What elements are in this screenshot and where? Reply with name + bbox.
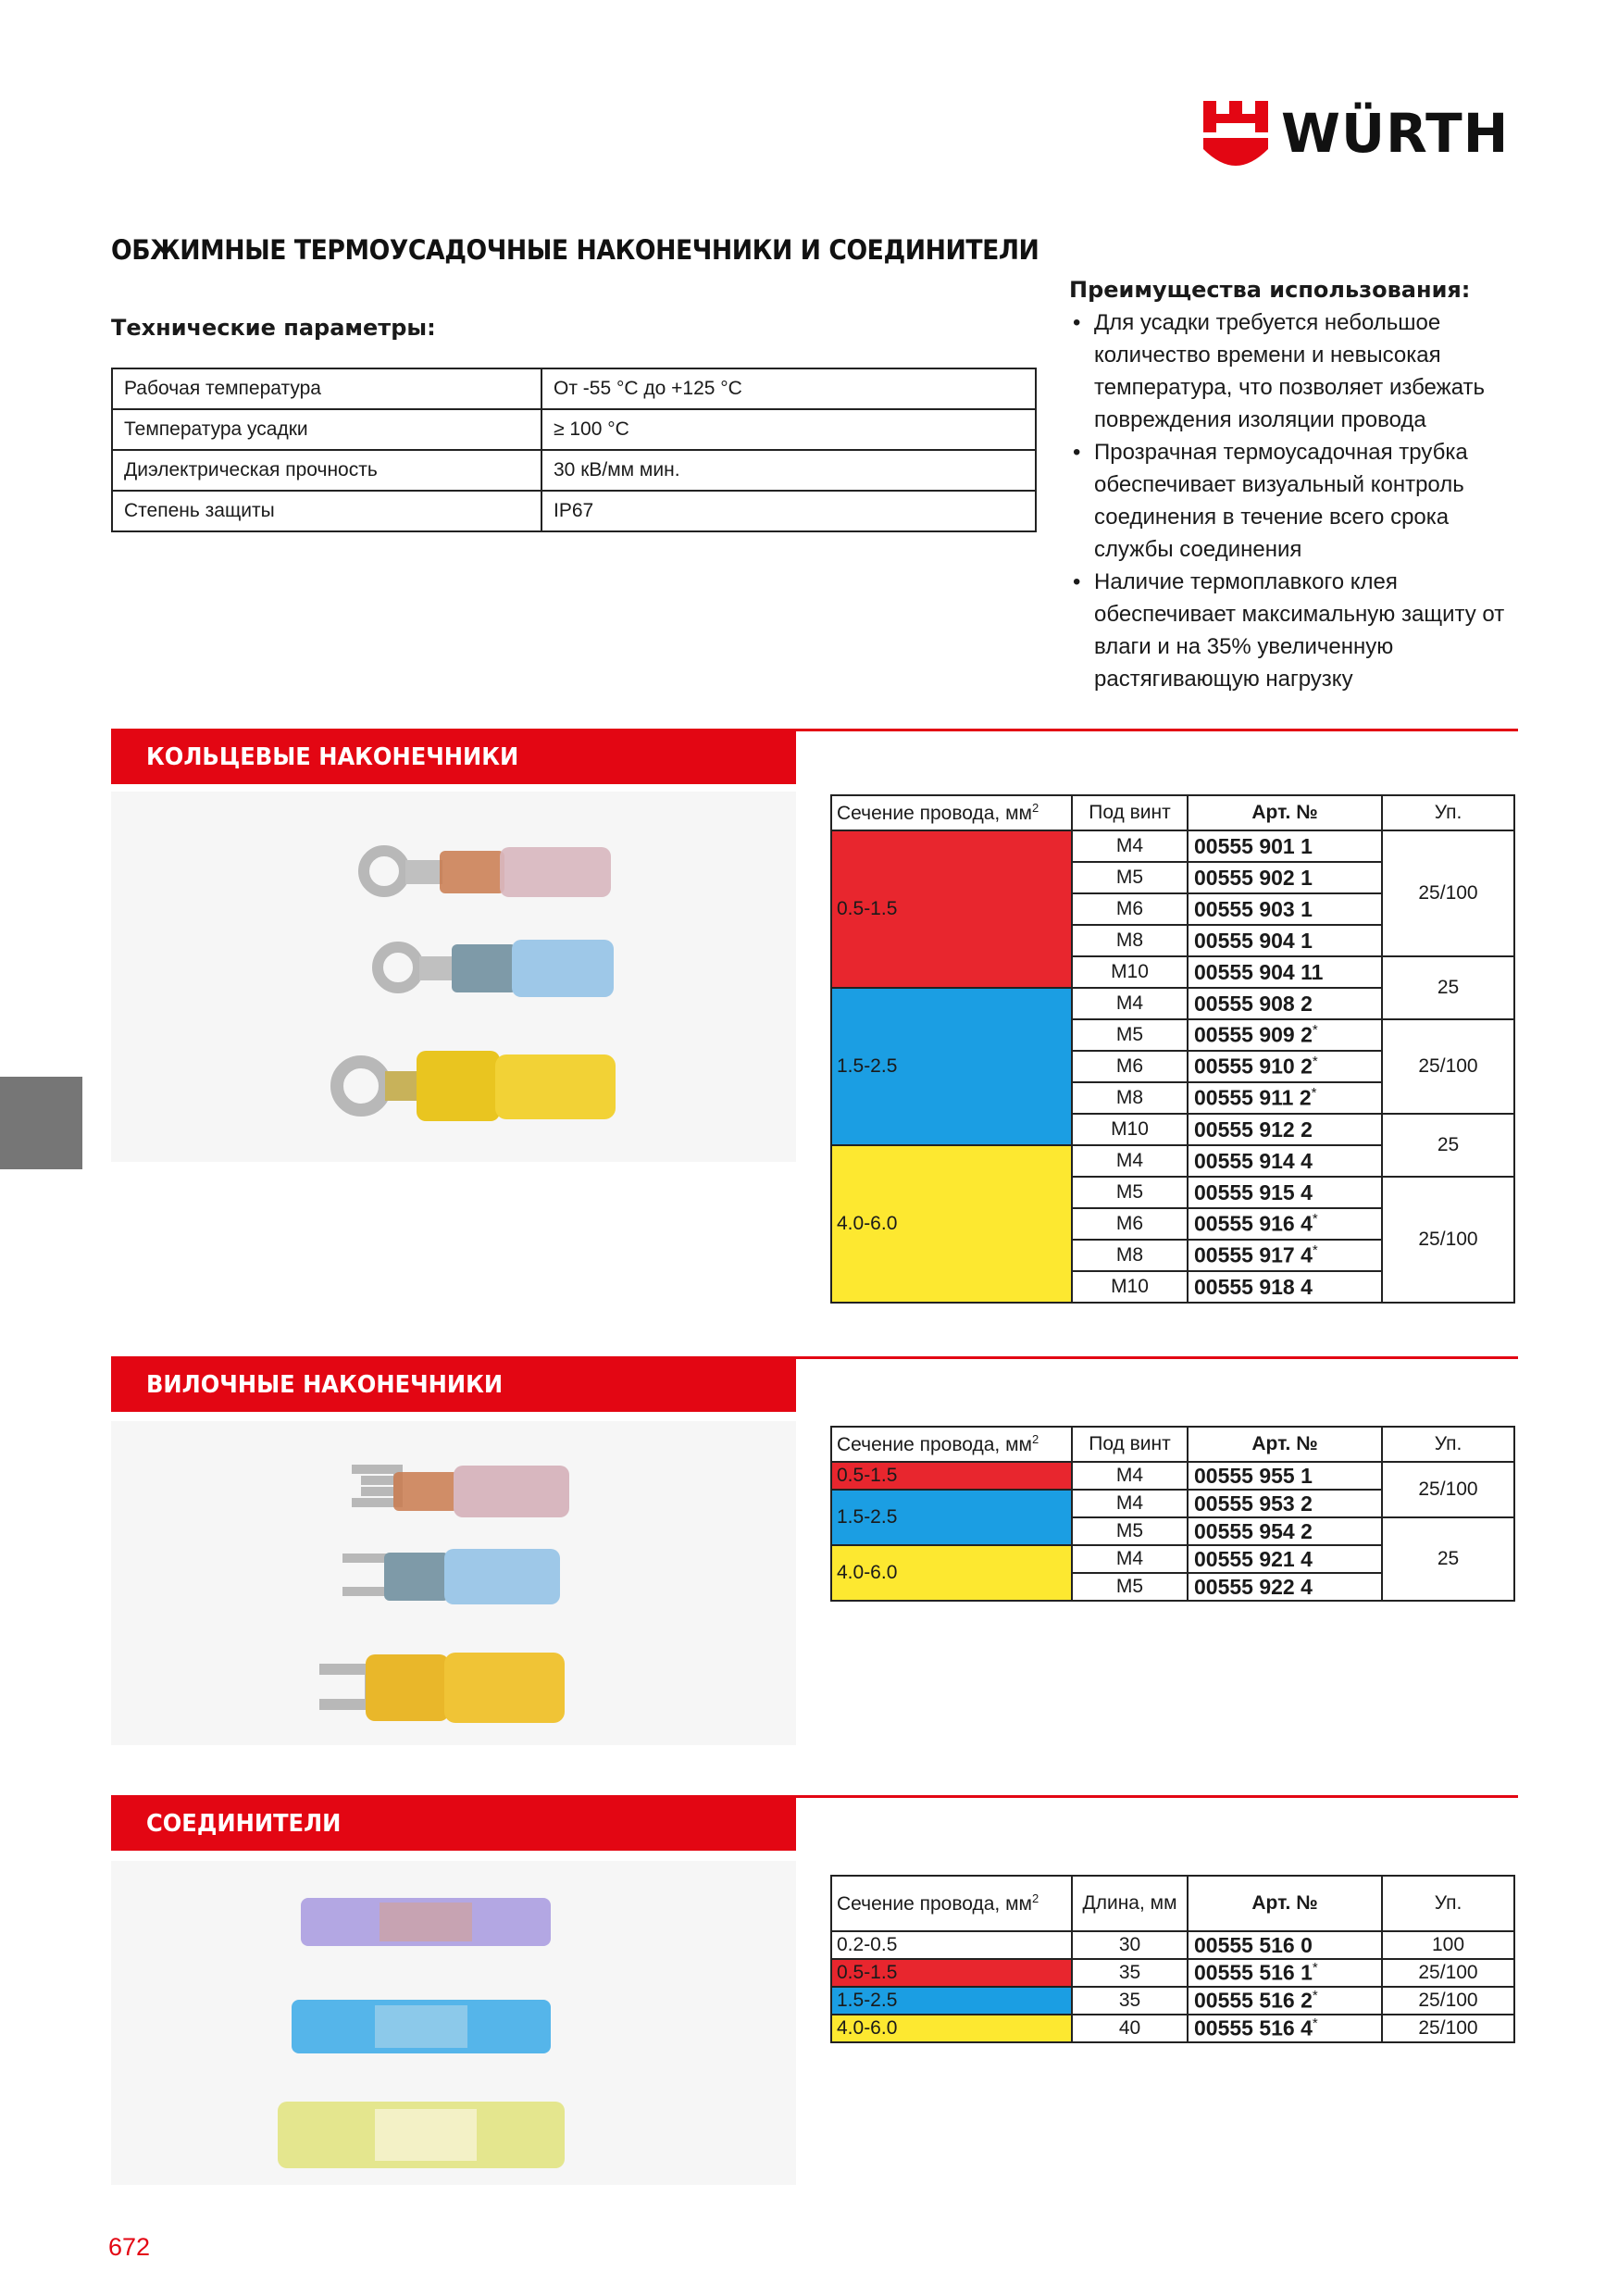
header-sup: 2	[1031, 1432, 1039, 1446]
header-sup: 2	[1031, 801, 1039, 815]
ring-terminals-photo	[111, 792, 796, 1162]
article-number: 00555 909 2*	[1188, 1019, 1382, 1051]
ring-terminal-yellow-icon	[337, 1051, 616, 1121]
pack-qty: 100	[1382, 1931, 1514, 1959]
screw-size: M6	[1072, 1208, 1188, 1240]
page-title: ОБЖИМНЫЕ ТЕРМОУСАДОЧНЫЕ НАКОНЕЧНИКИ И СОЕДИНИТЕЛИ	[111, 234, 1039, 266]
fork-section-title: ВИЛОЧНЫЕ НАКОНЕЧНИКИ	[146, 1371, 504, 1399]
pack-qty: 25/100	[1382, 1019, 1514, 1114]
header-screw: Под винт	[1072, 1427, 1188, 1462]
wire-section-cell: 0.5-1.5	[831, 1959, 1072, 1987]
article-number: 00555 908 2	[1188, 988, 1382, 1019]
wire-section-cell: 1.5-2.5	[831, 1987, 1072, 2015]
pack-qty: 25/100	[1382, 1177, 1514, 1303]
asterisk: *	[1312, 1242, 1318, 1259]
advantages-title: Преимущества использования:	[1069, 277, 1471, 303]
header-pack: Уп.	[1382, 1876, 1514, 1931]
header-length: Длина, мм	[1072, 1876, 1188, 1931]
table-row	[831, 1462, 1514, 1490]
screw-size: M6	[1072, 1051, 1188, 1082]
article-number: 00555 910 2*	[1188, 1051, 1382, 1082]
article-number: 00555 904 1	[1188, 925, 1382, 956]
pack-qty: 25	[1382, 1114, 1514, 1177]
screw-size: M4	[1072, 1462, 1188, 1490]
screw-size: M5	[1072, 1177, 1188, 1208]
ring-terminal-blue-icon	[378, 940, 614, 997]
param-name: Диэлектрическая прочность	[112, 450, 541, 491]
article-number: 00555 918 4	[1188, 1271, 1382, 1303]
advantages-list	[1069, 306, 1513, 695]
article-number: 00555 914 4	[1188, 1145, 1382, 1177]
pack-qty: 25/100	[1382, 830, 1514, 956]
article-number: 00555 911 2*	[1188, 1082, 1382, 1114]
pack-qty: 25/100	[1382, 1959, 1514, 1987]
length: 35	[1072, 1959, 1188, 1987]
asterisk: *	[1312, 1211, 1318, 1228]
header-screw: Под винт	[1072, 795, 1188, 830]
fork-terminal-yellow-icon	[319, 1653, 565, 1723]
pack-qty: 25	[1382, 1517, 1514, 1601]
wire-section-cell: 4.0-6.0	[831, 2015, 1072, 2042]
screw-size: M4	[1072, 1490, 1188, 1517]
table-row	[112, 491, 1036, 531]
param-name: Рабочая температура	[112, 368, 541, 409]
article-number: 00555 912 2	[1188, 1114, 1382, 1145]
article-number: 00555 916 4*	[1188, 1208, 1382, 1240]
screw-size: M4	[1072, 830, 1188, 862]
article-number: 00555 917 4*	[1188, 1240, 1382, 1271]
connector-purple-icon	[301, 1898, 551, 1946]
table-header-row	[831, 1427, 1514, 1462]
article-number: 00555 903 1	[1188, 893, 1382, 925]
fork-terminal-blue-icon	[342, 1549, 560, 1604]
pack-qty: 25	[1382, 956, 1514, 1019]
connector-yellow-icon	[278, 2102, 565, 2168]
header-section: Сечение провода, $мм^2$	[831, 795, 1072, 830]
asterisk: *	[1311, 1085, 1317, 1102]
pack-qty: 25/100	[1382, 1987, 1514, 2015]
connector-blue-icon	[292, 2000, 551, 2053]
screw-size: M10	[1072, 1271, 1188, 1303]
list-item: • Прозрачная термоусадочная трубка обеспечивает визуальный контроль соединения в течение всего срока службы соединения	[1069, 436, 1513, 566]
article-number: 00555 901 1	[1188, 830, 1382, 862]
header-sup: 2	[1031, 1891, 1039, 1905]
screw-size: M6	[1072, 893, 1188, 925]
screw-size: M5	[1072, 1517, 1188, 1545]
article-number: 00555 954 2	[1188, 1517, 1382, 1545]
table-row	[831, 2015, 1514, 2042]
article-number: 00555 953 2	[1188, 1490, 1382, 1517]
table-header-row	[831, 1876, 1514, 1931]
asterisk: *	[1312, 1988, 1318, 2004]
pack-qty: 25/100	[1382, 2015, 1514, 2042]
length: 40	[1072, 2015, 1188, 2042]
wurth-logo-icon	[1203, 101, 1268, 166]
article-number: 00555 955 1	[1188, 1462, 1382, 1490]
page-number: 672	[108, 2233, 151, 2261]
wire-section-cell: 0.5-1.5	[831, 830, 1072, 988]
screw-size: M10	[1072, 956, 1188, 988]
wire-section-cell: 0.2-0.5	[831, 1931, 1072, 1959]
table-row	[112, 450, 1036, 491]
screw-size: M10	[1072, 1114, 1188, 1145]
connectors-photo	[111, 1861, 796, 2185]
asterisk: *	[1312, 1960, 1318, 1977]
logo-wordmark: WÜRTH	[1281, 102, 1510, 165]
wire-section-cell: 1.5-2.5	[831, 988, 1072, 1145]
article-number: 00555 915 4	[1188, 1177, 1382, 1208]
header-art: Арт. №	[1188, 1427, 1382, 1462]
header-pack: Уп.	[1382, 1427, 1514, 1462]
article-number: 00555 516 0	[1188, 1931, 1382, 1959]
screw-size: M5	[1072, 1573, 1188, 1601]
table-row	[112, 409, 1036, 450]
param-value: 30 кВ/мм мин.	[541, 450, 1036, 491]
list-item: • Наличие термоплавкого клея обеспечивает максимальную защиту от влаги и на 35% увеличенную растягивающую нагрузку	[1069, 566, 1513, 695]
screw-size: M8	[1072, 1082, 1188, 1114]
article-number: 00555 921 4	[1188, 1545, 1382, 1573]
fork-terminal-red-icon	[352, 1466, 569, 1517]
table-row	[831, 1987, 1514, 2015]
asterisk: *	[1312, 1022, 1318, 1039]
connectors-section-title: СОЕДИНИТЕЛИ	[146, 1810, 342, 1838]
asterisk: *	[1312, 1054, 1318, 1070]
fork-terminals-table	[830, 1426, 1515, 1602]
length: 30	[1072, 1931, 1188, 1959]
screw-size: M8	[1072, 925, 1188, 956]
connectors-section-header	[111, 1797, 796, 1851]
screw-size: M5	[1072, 1019, 1188, 1051]
wire-section-cell: 4.0-6.0	[831, 1545, 1072, 1601]
tech-params-table	[111, 368, 1037, 532]
ring-section-title: КОЛЬЦЕВЫЕ НАКОНЕЧНИКИ	[146, 743, 519, 771]
screw-size: M4	[1072, 988, 1188, 1019]
article-number: 00555 902 1	[1188, 862, 1382, 893]
param-value: От -55 °C до +125 °C	[541, 368, 1036, 409]
screw-size: M8	[1072, 1240, 1188, 1271]
param-value: ≥ 100 °C	[541, 409, 1036, 450]
screw-size: M4	[1072, 1545, 1188, 1573]
screw-size: M5	[1072, 862, 1188, 893]
side-tab	[0, 1077, 82, 1169]
param-name: Степень защиты	[112, 491, 541, 531]
list-item: • Для усадки требуется небольшое количество времени и невысокая температура, что позволяет избежать повреждения изоляции провода	[1069, 306, 1513, 436]
wurth-logo	[1203, 97, 1523, 169]
article-number: 00555 922 4	[1188, 1573, 1382, 1601]
screw-size: M4	[1072, 1145, 1188, 1177]
pack-qty: 25/100	[1382, 1462, 1514, 1517]
length: 35	[1072, 1987, 1188, 2015]
table-row	[831, 1931, 1514, 1959]
article-number: 00555 516 1*	[1188, 1959, 1382, 1987]
ring-terminal-red-icon	[364, 847, 611, 897]
header-section: Сечение провода, $мм^2$	[831, 1876, 1072, 1931]
asterisk: *	[1312, 2015, 1318, 2032]
table-row	[112, 368, 1036, 409]
tech-params-title: Технические параметры:	[111, 315, 436, 341]
param-value: IP67	[541, 491, 1036, 531]
fork-section-header	[111, 1358, 796, 1412]
table-header-row	[831, 795, 1514, 830]
header-section: Сечение провода, $мм^2$	[831, 1427, 1072, 1462]
article-number: 00555 516 4*	[1188, 2015, 1382, 2042]
param-name: Температура усадки	[112, 409, 541, 450]
ring-section-header	[111, 730, 796, 784]
wire-section-cell: 4.0-6.0	[831, 1145, 1072, 1303]
ring-terminals-table	[830, 794, 1515, 1304]
table-row	[831, 830, 1514, 862]
header-pack: Уп.	[1382, 795, 1514, 830]
fork-terminals-photo	[111, 1421, 796, 1745]
table-row	[831, 1959, 1514, 1987]
header-art: Арт. №	[1188, 1876, 1382, 1931]
article-number: 00555 516 2*	[1188, 1987, 1382, 2015]
advantages-block	[1069, 274, 1513, 695]
header-art: Арт. №	[1188, 795, 1382, 830]
wire-section-cell: 0.5-1.5	[831, 1462, 1072, 1490]
article-number: 00555 904 11	[1188, 956, 1382, 988]
connectors-table	[830, 1875, 1515, 2043]
wire-section-cell: 1.5-2.5	[831, 1490, 1072, 1545]
